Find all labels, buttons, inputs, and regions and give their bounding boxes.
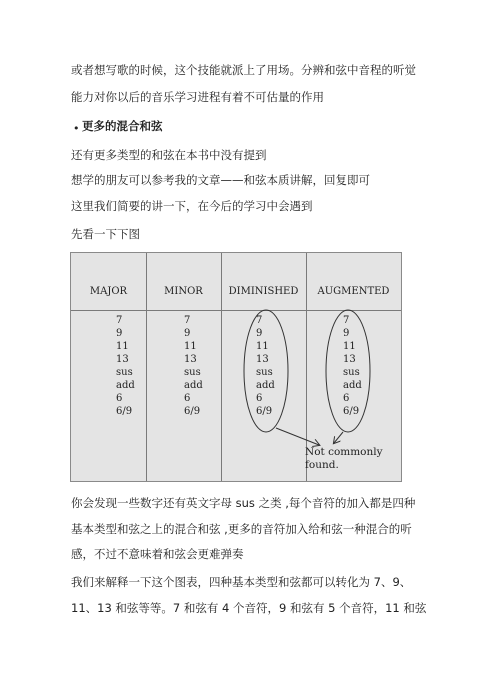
chord-extension-cell: 13	[184, 354, 197, 365]
text-line: 基本类型和弦之上的混合和弦 ,更多的音符加入给和弦一种混合的听	[71, 522, 412, 536]
chord-extension-cell: 11	[184, 341, 197, 352]
text-line: 感，不过不意味着和弦会更难弹奏	[71, 547, 244, 561]
column-header-augmented: AUGMENTED	[317, 286, 390, 297]
text-line: 11、13 和弦等等。7 和弦有 4 个音符，9 和弦有 5 个音符，11 和弦	[71, 601, 427, 615]
chord-extension-cell: 9	[116, 328, 123, 339]
chord-extension-cell: sus	[116, 367, 133, 378]
diminished-ellipse	[244, 310, 288, 432]
chord-extension-cell: add	[116, 380, 135, 391]
chord-extension-cell: 6/9	[116, 406, 133, 417]
text-line: 能力对你以后的音乐学习进程有着不可估量的作用	[71, 90, 324, 104]
chord-extension-cell: 11	[343, 341, 356, 352]
chord-extension-cell: 9	[184, 328, 191, 339]
chord-extension-cell: 7	[116, 315, 123, 326]
chord-extension-cell: sus	[184, 367, 201, 378]
text-line: 我们来解释一下这个图表，四种基本类型和弦都可以转化为 7、9、	[71, 575, 412, 589]
chord-extension-cell: 6/9	[184, 406, 201, 417]
bullet-icon: •	[73, 122, 80, 135]
column-header-major: MAJOR	[89, 286, 128, 297]
column-header-diminished: DIMINISHED	[228, 286, 299, 297]
chord-extension-cell: 13	[116, 354, 129, 365]
arrow-augmented	[334, 432, 343, 443]
section-heading: 更多的混合和弦	[82, 119, 163, 133]
note-line: Not commonly	[305, 446, 383, 458]
text-line: 这里我们简要的讲一下，在今后的学习中会遇到	[71, 199, 313, 213]
chord-extension-cell: sus	[256, 367, 273, 378]
chord-extension-cell: 13	[256, 354, 269, 365]
chord-extension-cell: add	[343, 380, 362, 391]
chord-extension-cell: 7	[184, 315, 191, 326]
text-line: 或者想写歌的时候，这个技能就派上了用场。分辨和弦中音程的听觉	[71, 63, 416, 77]
chord-extension-cell: sus	[343, 367, 360, 378]
chord-extension-cell: 6	[343, 393, 350, 404]
chord-types-figure	[70, 252, 402, 482]
chord-extension-cell: 7	[343, 315, 350, 326]
chord-extension-cell: 11	[256, 341, 269, 352]
chord-extension-cell: 11	[116, 341, 129, 352]
augmented-ellipse	[326, 310, 370, 432]
chord-extension-cell: 9	[343, 328, 350, 339]
chord-extension-cell: add	[184, 380, 203, 391]
chord-extension-cell: 6	[116, 393, 123, 404]
chord-extension-cell: add	[256, 380, 275, 391]
chord-extension-cell: 6/9	[343, 406, 360, 417]
text-line: 先看一下下图	[71, 227, 140, 241]
chord-extension-cell: 13	[343, 354, 356, 365]
chord-extension-cell: 6/9	[256, 406, 273, 417]
annotation-overlay	[71, 253, 401, 481]
arrow-diminished	[276, 428, 319, 445]
text-line: 想学的朋友可以参考我的文章——和弦本质讲解，回复即可	[71, 173, 370, 187]
chord-extension-cell: 7	[256, 315, 263, 326]
chord-extension-cell: 6	[256, 393, 263, 404]
note-line: found.	[305, 459, 339, 471]
text-line: 还有更多类型的和弦在本书中没有提到	[71, 148, 267, 162]
chord-extension-cell: 6	[184, 393, 191, 404]
column-header-minor: MINOR	[164, 286, 203, 297]
text-line: 你会发现一些数字还有英文字母 sus 之类 ,每个音符的加入都是四种	[71, 496, 416, 510]
chord-extension-cell: 9	[256, 328, 263, 339]
